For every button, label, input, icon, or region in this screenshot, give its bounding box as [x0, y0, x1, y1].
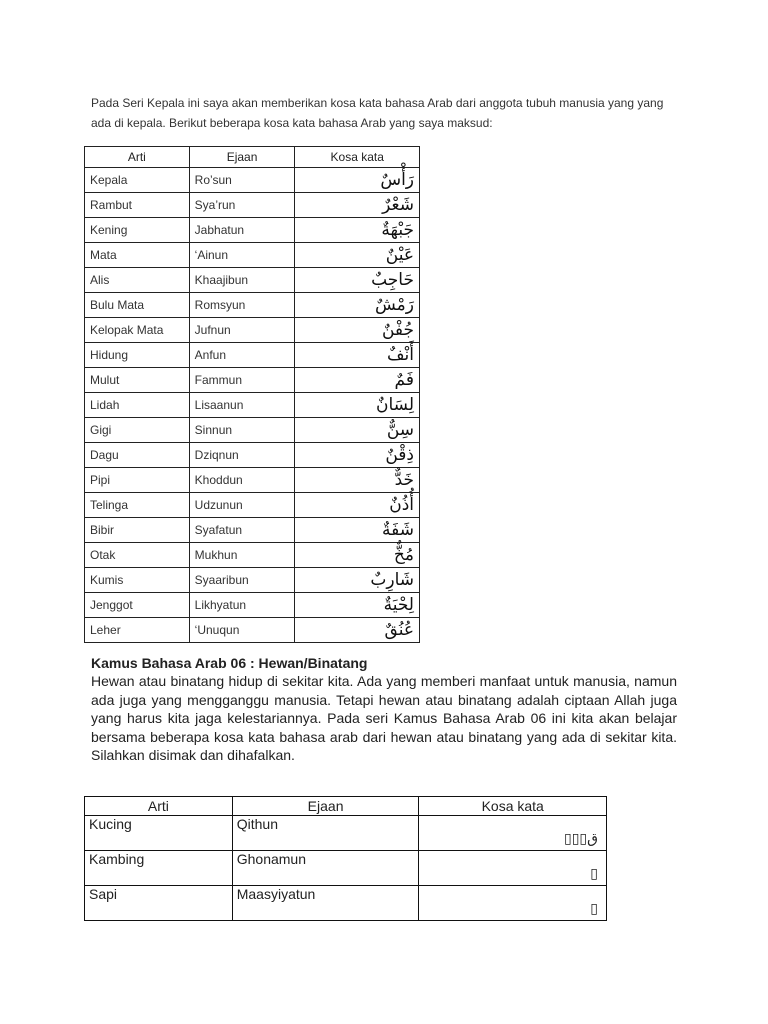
cell-arti: Bulu Mata — [85, 293, 190, 318]
cell-kosa-kata: شَفَةٌ — [295, 518, 420, 543]
cell-arti: Mulut — [85, 368, 190, 393]
cell-ejaan: Mukhun — [189, 543, 295, 568]
cell-kosa-kata: حَاجِبٌ — [295, 268, 420, 293]
cell-ejaan: Jufnun — [189, 318, 295, 343]
cell-arti: Rambut — [85, 193, 190, 218]
cell-ejaan: Qithun — [232, 816, 419, 851]
table-row — [85, 318, 420, 343]
cell-arti: Leher — [85, 618, 190, 643]
header-kosa-kata: Kosa kata — [419, 797, 607, 816]
cell-ejaan: Syaaribun — [189, 568, 295, 593]
cell-arti: Jenggot — [85, 593, 190, 618]
table-row — [85, 268, 420, 293]
table-row — [85, 493, 420, 518]
table-row — [85, 543, 420, 568]
cell-ejaan: Dziqnun — [189, 443, 295, 468]
cell-kosa-kata: ▯ — [419, 886, 607, 921]
table-row — [85, 368, 420, 393]
animal-vocabulary-table — [84, 796, 607, 921]
cell-kosa-kata: عَيْنٌ — [295, 243, 420, 268]
cell-kosa-kata: خَدٌّ — [295, 468, 420, 493]
cell-arti: Alis — [85, 268, 190, 293]
cell-kosa-kata: ▯ — [419, 851, 607, 886]
table-row — [85, 518, 420, 543]
cell-arti: Otak — [85, 543, 190, 568]
cell-arti: Hidung — [85, 343, 190, 368]
cell-ejaan: Jabhatun — [189, 218, 295, 243]
table-row — [85, 168, 420, 193]
cell-kosa-kata: أَنْفٌ — [295, 343, 420, 368]
cell-ejaan: Fammun — [189, 368, 295, 393]
cell-ejaan: Lisaanun — [189, 393, 295, 418]
cell-ejaan: Sinnun — [189, 418, 295, 443]
cell-ejaan: Udzunun — [189, 493, 295, 518]
cell-arti: Dagu — [85, 443, 190, 468]
head-vocabulary-table — [84, 146, 420, 643]
cell-ejaan: ‘Ainun — [189, 243, 295, 268]
intro-text: Pada Seri Kepala ini saya akan memberikan kosa kata bahasa Arab dari anggota tubuh manusia yang yang ada di kepala. Berikut beberapa kosa kata bahasa Arab yang saya maksud: — [91, 96, 664, 130]
cell-arti: Kening — [85, 218, 190, 243]
header-ejaan: Ejaan — [232, 797, 419, 816]
cell-arti: Mata — [85, 243, 190, 268]
cell-ejaan: Syafatun — [189, 518, 295, 543]
section-paragraph: Hewan atau binatang hidup di sekitar kita. Ada yang memberi manfaat untuk manusia, namun ada juga yang mengganggu manusia. Tetapi hewan atau binatang adalah ciptaan Allah juga yang harus kita jaga kelestariannya. Pada seri Kamus Bahasa Arab 06 ini kita akan belajar bersama beberapa kosa kata bahasa arab dari hewan atau binatang yang ada di sekitar kita. Silahkan disimak dan dihafalkan. — [91, 673, 677, 763]
table-row — [85, 468, 420, 493]
cell-kosa-kata: رَمْشٌ — [295, 293, 420, 318]
table-row — [85, 243, 420, 268]
cell-ejaan: Romsyun — [189, 293, 295, 318]
cell-arti: Kelopak Mata — [85, 318, 190, 343]
cell-arti: Kepala — [85, 168, 190, 193]
cell-kosa-kata: فَمٌ — [295, 368, 420, 393]
header-arti: Arti — [85, 147, 190, 168]
table-row — [85, 618, 420, 643]
table-row — [85, 886, 607, 921]
cell-kosa-kata: عُنُقٌ — [295, 618, 420, 643]
table-row — [85, 393, 420, 418]
cell-kosa-kata: جَبْهَةٌ — [295, 218, 420, 243]
cell-ejaan: Khoddun — [189, 468, 295, 493]
cell-kosa-kata: جُفْنٌ — [295, 318, 420, 343]
cell-kosa-kata: شَارِبٌ — [295, 568, 420, 593]
cell-kosa-kata: أُذُنٌ — [295, 493, 420, 518]
cell-kosa-kata: لِحْيَةٌ — [295, 593, 420, 618]
cell-ejaan: ‘Unuqun — [189, 618, 295, 643]
cell-arti: Sapi — [85, 886, 233, 921]
table-row — [85, 851, 607, 886]
table-row — [85, 443, 420, 468]
cell-ejaan: Maasyiyatun — [232, 886, 419, 921]
cell-ejaan: Khaajibun — [189, 268, 295, 293]
cell-kosa-kata: ق▯▯▯ — [419, 816, 607, 851]
cell-ejaan: Ro’sun — [189, 168, 295, 193]
table-row — [85, 293, 420, 318]
cell-arti: Kucing — [85, 816, 233, 851]
cell-arti: Kumis — [85, 568, 190, 593]
cell-ejaan: Ghonamun — [232, 851, 419, 886]
table-row — [85, 568, 420, 593]
cell-ejaan: Anfun — [189, 343, 295, 368]
cell-kosa-kata: سِنٌّ — [295, 418, 420, 443]
table-row — [85, 593, 420, 618]
cell-kosa-kata: لِسَانٌ — [295, 393, 420, 418]
cell-kosa-kata: شَعْرٌ — [295, 193, 420, 218]
section-title: Kamus Bahasa Arab 06 : Hewan/Binatang — [91, 655, 368, 671]
table-row — [85, 418, 420, 443]
table-row — [85, 193, 420, 218]
table-header-row — [85, 797, 607, 816]
cell-arti: Pipi — [85, 468, 190, 493]
cell-arti: Lidah — [85, 393, 190, 418]
header-arti: Arti — [85, 797, 233, 816]
table-row — [85, 816, 607, 851]
header-kosa-kata: Kosa kata — [295, 147, 420, 168]
header-ejaan: Ejaan — [189, 147, 295, 168]
table-row — [85, 343, 420, 368]
cell-kosa-kata: رَأْسٌ — [295, 168, 420, 193]
cell-ejaan: Likhyatun — [189, 593, 295, 618]
cell-kosa-kata: مُخٌّ — [295, 543, 420, 568]
table-row — [85, 218, 420, 243]
cell-arti: Gigi — [85, 418, 190, 443]
cell-kosa-kata: ذِقْنٌ — [295, 443, 420, 468]
table-header-row — [85, 147, 420, 168]
cell-arti: Kambing — [85, 851, 233, 886]
cell-arti: Bibir — [85, 518, 190, 543]
cell-arti: Telinga — [85, 493, 190, 518]
cell-ejaan: Sya’run — [189, 193, 295, 218]
